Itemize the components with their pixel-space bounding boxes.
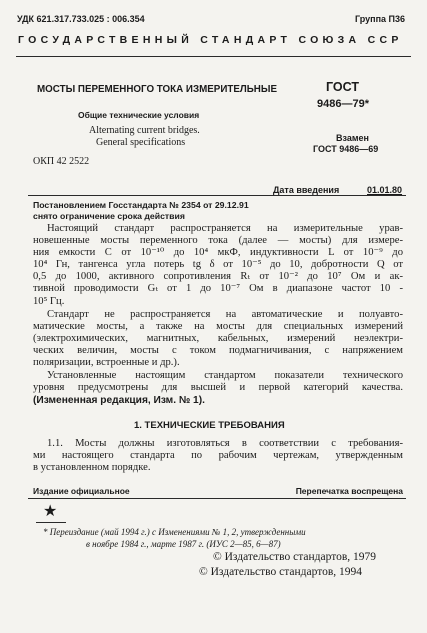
title-rule (28, 195, 406, 196)
footnote-line-2: в ноябре 1984 г., марте 1987 г. (ИУС 2—85, 6—87) (86, 539, 281, 549)
text-line: матические мосты, а также на мосты для специальных измерений (33, 321, 403, 333)
section-heading: 1. ТЕХНИЧЕСКИЕ ТРЕБОВАНИЯ (134, 420, 285, 431)
gost-label: ГОСТ (326, 80, 359, 94)
reprint-prohibited-label: Перепечатка воспрещена (295, 486, 403, 496)
text-line: ния емкости C от 10⁻¹⁰ до 10⁴ мкФ, индуктивности L от 10⁻⁹ до (33, 247, 403, 259)
text-line: тивной проводимости Gₜ от 1 до 10⁻⁷ Ом в диапазоне частот 10 - (33, 283, 403, 295)
gost-number: 9486—79* (317, 98, 369, 110)
text-line: ми настоящего стандарта по рабочим чертежам, утвержденным (33, 450, 403, 462)
text-line: 1.1. Мосты должны изготовляться в соответствии с требования- (47, 438, 403, 449)
paragraph-requirements (33, 438, 403, 474)
decree-line-1: Постановлением Госстандарта № 2354 от 29.12.91 (33, 200, 249, 210)
text-line: уровня предусмотрены для высшей и первой категорий качества. (33, 382, 403, 394)
header-rule (16, 56, 411, 57)
intro-date-value: 01.01.80 (367, 185, 403, 195)
star-rule (36, 522, 66, 523)
replaces-label: Взамен (336, 133, 369, 143)
text-line: Стандарт не распространяется на автоматические и полуавто- (47, 309, 403, 320)
text-line: 10⁴ Гн, тангенса угла потерь tg δ от 10⁻⁵ до 10, добротности Q от (33, 259, 403, 271)
official-edition-label: Издание официальное (33, 486, 130, 496)
english-title-1: Alternating current bridges. (89, 125, 200, 136)
okp-code: ОКП 42 2522 (33, 156, 90, 167)
paragraph-exclusions (33, 309, 403, 369)
copyright-1994: © Издательство стандартов, 1994 (199, 566, 363, 578)
standard-banner: ГОСУДАРСТВЕННЫЙ СТАНДАРТ СОЮЗА ССР (18, 34, 403, 46)
text-line: Настоящий стандарт распространяется на измерительные урав- (47, 223, 403, 234)
english-title-2: General specifications (96, 137, 186, 148)
group-code: Группа П36 (354, 14, 405, 24)
paragraph-scope (33, 223, 403, 308)
udk-code: УДК 621.317.733.025 : 006.354 (17, 14, 145, 24)
text-line: поляризации, встроенные и др.). (33, 357, 180, 369)
paragraph-quality (33, 370, 403, 394)
copyright-1979: © Издательство стандартов, 1979 (213, 551, 377, 563)
text-line: Установленные настоящим стандартом показатели технического (47, 370, 403, 381)
footnote-line-1: * Переиздание (май 1994 г.) с Изменениями № 1, 2, утвержденными (43, 527, 306, 537)
amendment-note: (Измененная редакция, Изм. № 1). (33, 395, 205, 406)
text-line: 0,5 до 1000, активного сопротивления Rₜ от 10⁻² до 10⁷ Ом и ак- (33, 271, 403, 283)
text-line: ческих величин, мосты с током подмагничивания, с напряжением (33, 345, 403, 357)
replaces-value: ГОСТ 9486—69 (313, 144, 379, 154)
star-icon: ★ (43, 503, 58, 520)
standard-title: МОСТЫ ПЕРЕМЕННОГО ТОКА ИЗМЕРИТЕЛЬНЫЕ (37, 84, 278, 95)
text-line: (электрохимических, магнитных, кабельных, измерений неэлектри- (33, 333, 403, 345)
decree-line-2: снято ограничение срока действия (33, 211, 185, 221)
text-line: новешенные мосты переменного тока (далее — мосты) для измере- (33, 235, 403, 247)
standard-subtitle: Общие технические условия (78, 110, 200, 120)
intro-date-label: Дата введения (273, 185, 340, 195)
text-line: 10⁵ Гц. (33, 295, 65, 307)
text-line: в установленном порядке. (33, 462, 151, 474)
footer-rule (28, 498, 406, 499)
